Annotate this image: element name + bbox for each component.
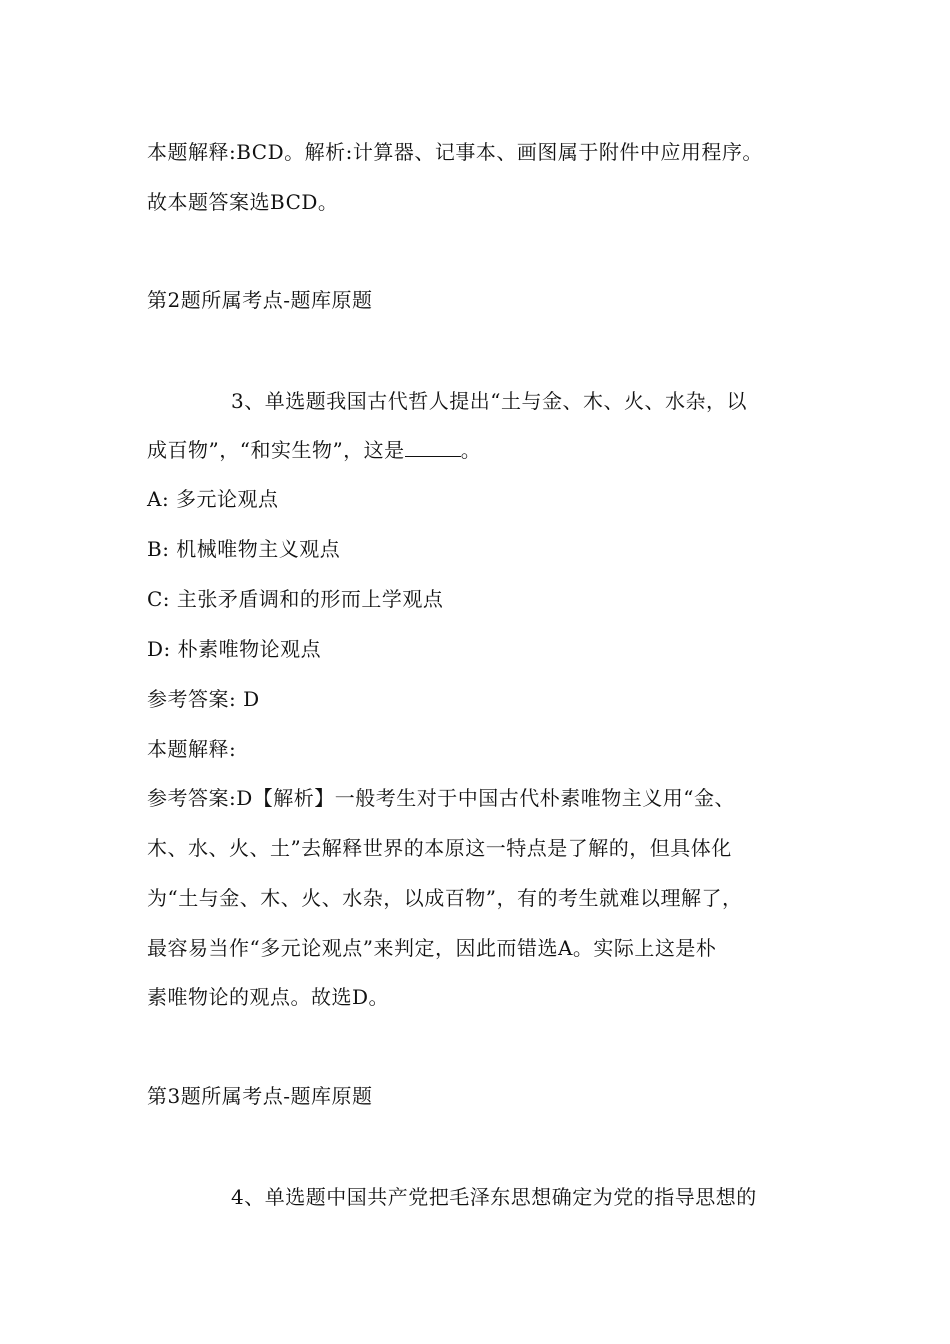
q4-stem-line-1: 4、单选题中国共产党把毛泽东思想确定为党的指导思想的	[231, 1185, 757, 1209]
q3-explanation-line-4: 最容易当作“多元论观点”来判定，因此而错选A。实际上这是朴	[147, 936, 717, 960]
q3-stem-end: 。	[460, 438, 482, 462]
q3-stem-text: 成百物”，“和实生物”，这是	[147, 438, 405, 462]
q3-stem-line-2	[147, 438, 481, 462]
q3-explanation-label: 本题解释:	[147, 737, 237, 761]
q1-explanation-line-2: 故本题答案选BCD。	[147, 190, 339, 214]
q3-option-a: A: 多元论观点	[147, 487, 279, 511]
q2-category: 第2题所属考点-题库原题	[147, 288, 373, 312]
answer-blank	[405, 438, 461, 457]
q1-explanation-line-1: 本题解释:BCD。解析:计算器、记事本、画图属于附件中应用程序。	[147, 140, 763, 164]
q3-explanation-line-1: 参考答案:D【解析】一般考生对于中国古代朴素唯物主义用“金、	[147, 786, 735, 810]
q3-answer: 参考答案: D	[147, 687, 260, 711]
q3-explanation-line-3: 为“土与金、木、火、水杂，以成百物”，有的考生就难以理解了，	[147, 886, 743, 910]
q3-stem-line-1: 3、单选题我国古代哲人提出“土与金、木、火、水杂，以	[231, 389, 747, 413]
q3-option-d: D: 朴素唯物论观点	[147, 637, 322, 661]
q3-explanation-line-5: 素唯物论的观点。故选D。	[147, 985, 390, 1009]
q3-explanation-line-2: 木、水、火、土”去解释世界的本原这一特点是了解的，但具体化	[147, 836, 732, 860]
q3-option-c: C: 主张矛盾调和的形而上学观点	[147, 587, 444, 611]
q3-option-b: B: 机械唯物主义观点	[147, 537, 341, 561]
q3-category: 第3题所属考点-题库原题	[147, 1084, 373, 1108]
